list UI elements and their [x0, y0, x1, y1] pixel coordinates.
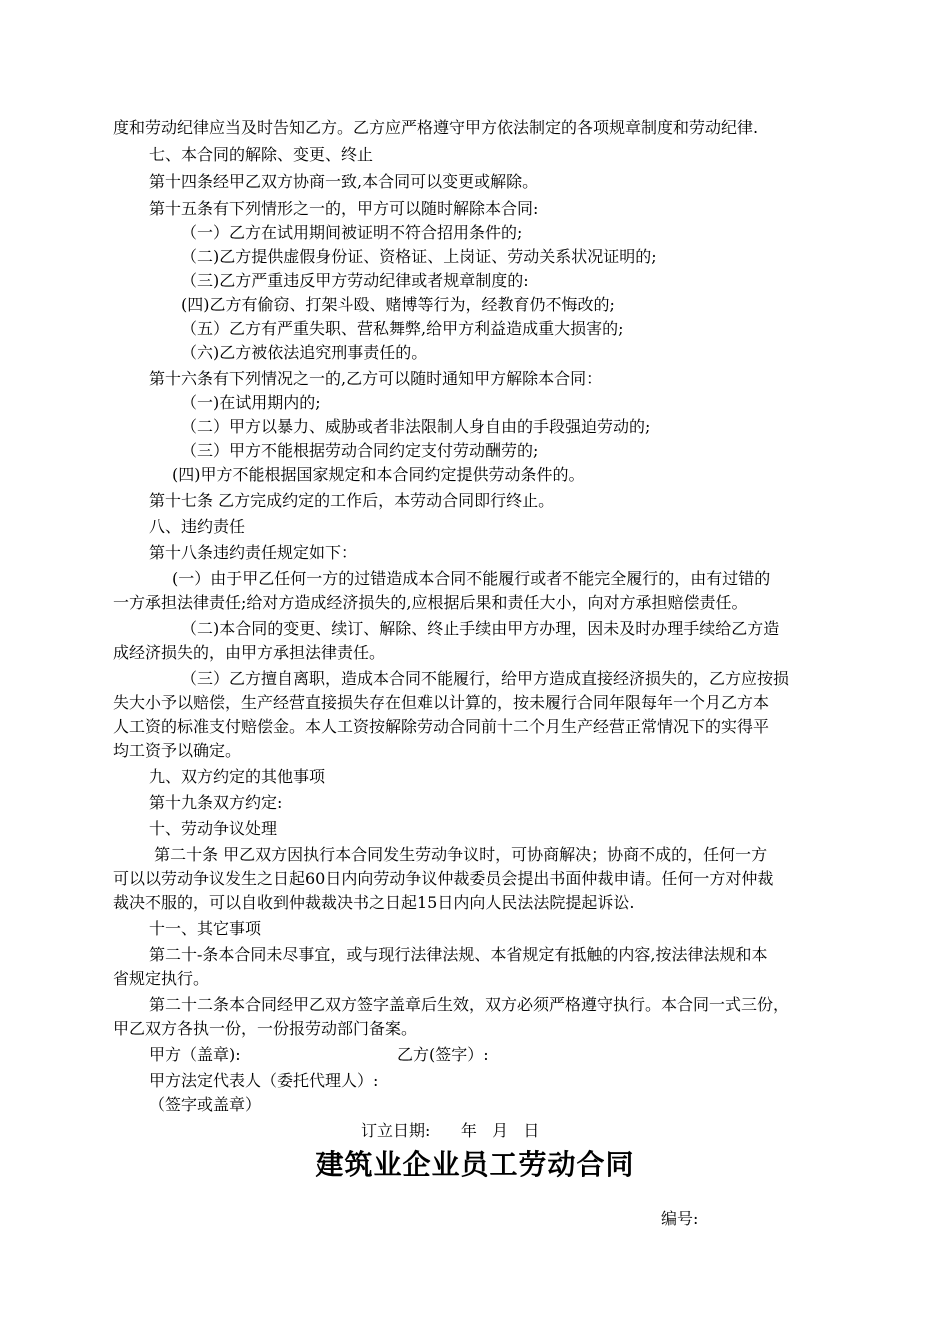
section-heading: 九、双方约定的其他事项 [149, 767, 326, 786]
list-item: （三)乙方严重违反甲方劳动纪律或者规章制度的: [181, 271, 529, 290]
text-line: 失大小予以赔偿，生产经营直接损失存在但难以计算的，按未履行合同年限每年一个月乙方本 [113, 693, 770, 712]
list-item: （一）乙方在试用期间被证明不符合招用条件的; [181, 223, 523, 242]
list-item: （一)在试用期内的; [181, 393, 321, 412]
party-b-signature-label: 乙方(签字）: [397, 1045, 489, 1064]
text-line: 第二十-条本合同未尽事宜，或与现行法律法规、本省规定有抵触的内容,按法律法规和本 [149, 945, 768, 964]
text-line: (一）由于甲乙任何一方的过错造成本合同不能履行或者不能完全履行的，由有过错的 [172, 569, 771, 588]
list-item: (四)甲方不能根据国家规定和本合同约定提供劳动条件的。 [172, 465, 585, 484]
text-line: 第十八条违约责任规定如下： [149, 543, 358, 562]
text-line: 第二十条 甲乙双方因执行本合同发生劳动争议时，可协商解决；协商不成的，任何一方 [149, 845, 768, 864]
list-item: （五）乙方有严重失职、营私舞弊,给甲方利益造成重大损害的; [181, 319, 624, 338]
section-heading: 七、本合同的解除、变更、终止 [149, 145, 374, 164]
text-line: 第十九条双方约定: [149, 793, 283, 812]
text-line: 第十四条经甲乙双方协商一致,本合同可以变更或解除。 [149, 172, 539, 191]
text-line: （三）乙方擅自离职，造成本合同不能履行，给甲方造成直接经济损失的，乙方应按损 [181, 669, 790, 688]
text-line: 均工资予以确定。 [113, 741, 242, 760]
party-a-seal-label: 甲方（盖章): [149, 1045, 241, 1064]
text-line: 甲乙双方各执一份，一份报劳动部门备案。 [113, 1019, 418, 1038]
text-line: 一方承担法律责任;给对方造成经济损失的,应根据后果和责任大小，向对方承担赔偿责任。 [113, 593, 748, 612]
text-line: 第十七条 乙方完成约定的工作后，本劳动合同即行终止。 [149, 491, 555, 510]
section-heading: 十一、其它事项 [149, 919, 262, 938]
text-line: 可以以劳动争议发生之日起60日内向劳动争议仲裁委员会提出书面仲裁申请。任何一方对仲裁 [113, 869, 774, 888]
list-item: （二)乙方提供虚假身份证、资格证、上岗证、劳动关系状况证明的; [181, 247, 657, 266]
contract-number-label: 编号: [661, 1209, 699, 1228]
document-title: 建筑业企业员工劳动合同 [315, 1148, 635, 1181]
text-line: 人工资的标准支付赔偿金。本人工资按解除劳动合同前十二个月生产经营正常情况下的实得平 [113, 717, 770, 736]
signing-date-label: 订立日期: 年 月 日 [361, 1121, 540, 1140]
signature-or-seal-label: （签字或盖章） [149, 1095, 262, 1114]
text-line: （二)本合同的变更、续订、解除、终止手续由甲方办理，因未及时办理手续给乙方造 [181, 619, 780, 638]
text-line: 裁决不服的，可以自收到仲裁裁决书之日起15日内向人民法法院提起诉讼. [113, 893, 635, 912]
text-line: 成经济损失的，由甲方承担法律责任。 [113, 643, 386, 662]
list-item: （二）甲方以暴力、威胁或者非法限制人身自由的手段强迫劳动的; [181, 417, 651, 436]
text-line: 第十五条有下列情形之一的，甲方可以随时解除本合同: [149, 199, 539, 218]
list-item: (四)乙方有偷窃、打架斗殴、赌博等行为，经教育仍不悔改的; [181, 295, 615, 314]
text-line: 第二十二条本合同经甲乙双方签字盖章后生效，双方必须严格遵守执行。本合同一式三份， [149, 995, 790, 1014]
list-item: （六)乙方被依法追究刑事责任的。 [181, 343, 428, 362]
legal-representative-label: 甲方法定代表人（委托代理人）: [149, 1071, 379, 1090]
list-item: （三）甲方不能根据劳动合同约定支付劳动酬劳的; [181, 441, 539, 460]
text-line: 第十六条有下列情况之一的,乙方可以随时通知甲方解除本合同： [149, 369, 603, 388]
text-line: 省规定执行。 [113, 969, 210, 988]
section-heading: 十、劳动争议处理 [149, 819, 278, 838]
text-line: 度和劳动纪律应当及时告知乙方。乙方应严格遵守甲方依法制定的各项规章制度和劳动纪律. [113, 118, 759, 137]
section-heading: 八、违约责任 [149, 517, 246, 536]
